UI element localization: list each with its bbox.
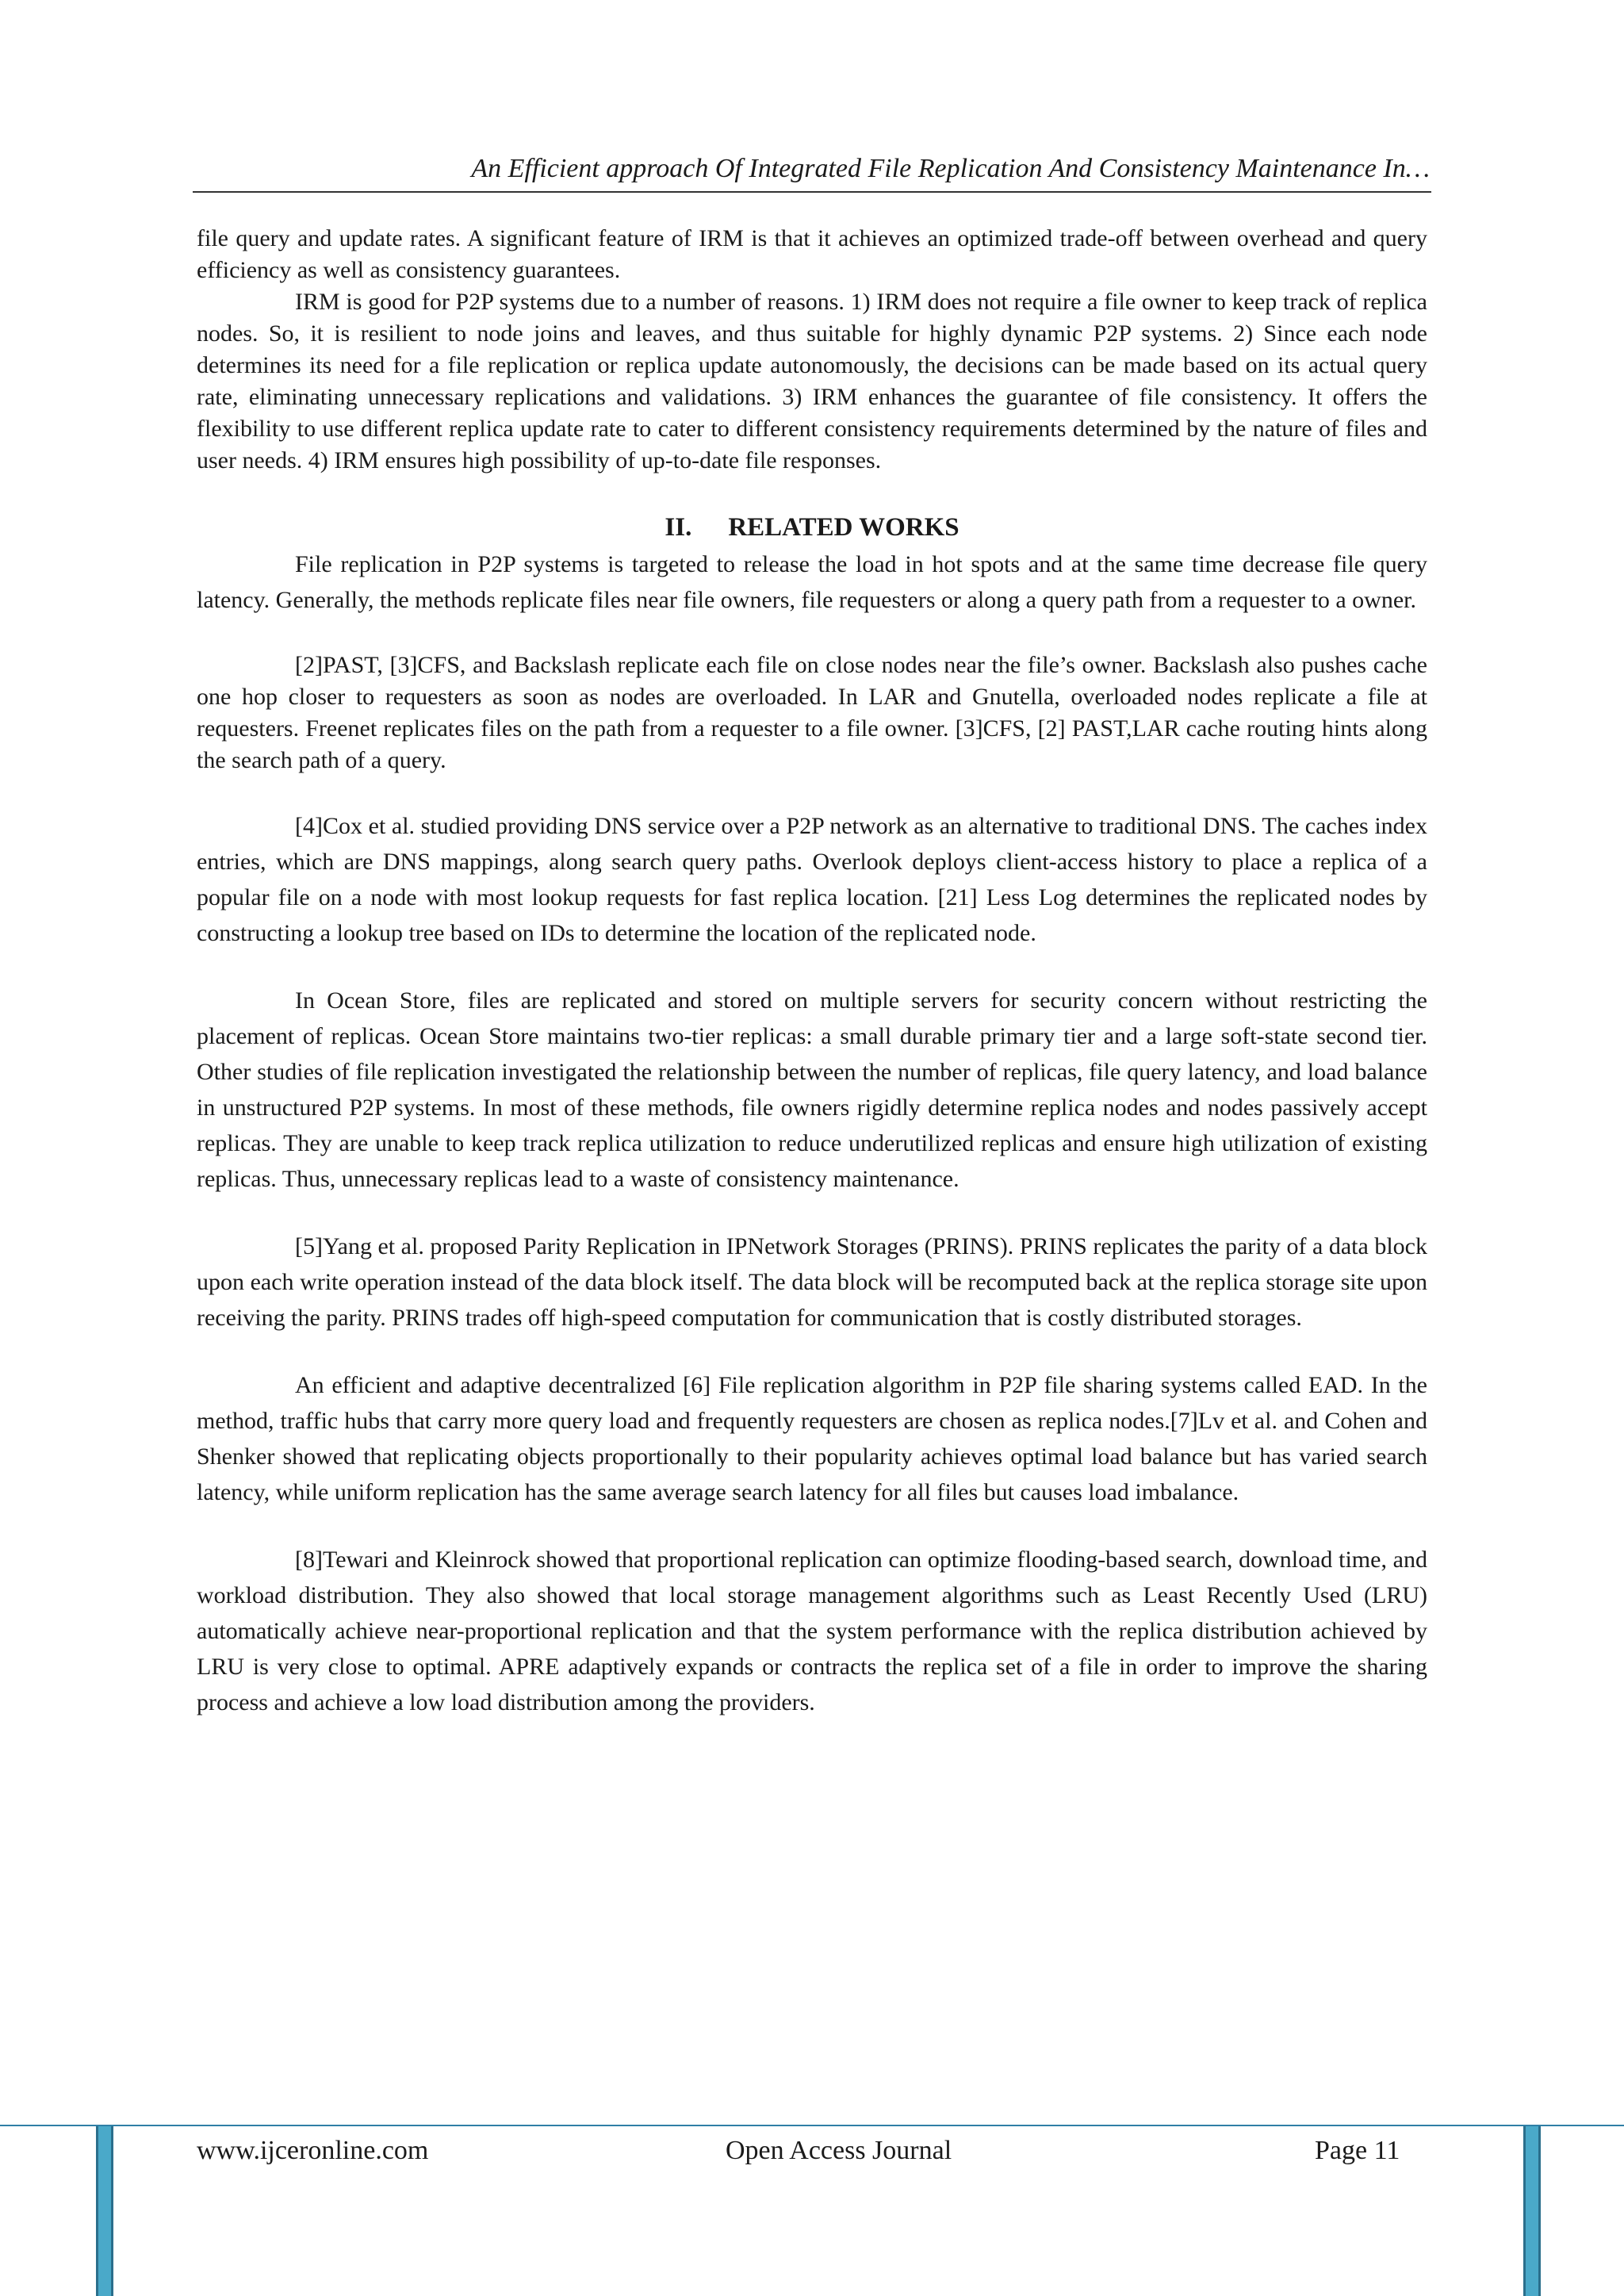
footer-left-bar: [96, 2126, 113, 2296]
footer-page-number: Page 11: [1315, 2136, 1400, 2165]
section-number: II.: [665, 513, 692, 542]
running-header-title: An Efficient approach Of Integrated File Replication And Consistency Maintenance In…: [471, 154, 1430, 183]
paragraph-irm-benefits: IRM is good for P2P systems due to a number of reasons. 1) IRM does not require a file owner to keep track of replica nodes. So, it is resilient to node joins and leaves, and thus suitable for highly dynamic P2P systems. 2) Since each node determines its need for a file replication or replica update autonomously, the decisions can be made based on its actual query rate, eliminating unnecessary replications and validations. 3) IRM enhances the guarantee of file consistency. It offers the flexibility to use different replica update rate to cater to different consistency requirements determined by the nature of files and user needs. 4) IRM ensures high possibility of up-to-date file responses.: [197, 289, 1427, 473]
footer-divider: [0, 2125, 1624, 2126]
footer-journal: Open Access Journal: [726, 2136, 952, 2165]
page-body: [197, 223, 1427, 1720]
paragraph-file-replication: File replication in P2P systems is targeted to release the load in hot spots and at the same time decrease file query latency. Generally, the methods replicate files near file owners, file requesters or along a query path from a requester to a owner.: [197, 551, 1427, 613]
paragraph-tewari: [8]Tewari and Kleinrock showed that proportional replication can optimize flooding-based search, download time, and workload distribution. They also showed that local storage management algorithms such as Least Recently Used (LRU) automatically achieve near-proportional replication and that the system performance with the replica distribution achieved by LRU is very close to optimal. APRE adaptively expands or contracts the replica set of a file in order to improve the sharing process and achieve a low load distribution among the providers.: [197, 1547, 1427, 1715]
section-heading: [197, 510, 1427, 545]
footer-url: www.ijceronline.com: [197, 2136, 429, 2165]
paragraph-prins: [5]Yang et al. proposed Parity Replication in IPNetwork Storages (PRINS). PRINS replicates the parity of a data block upon each write operation instead of the data block itself. The data block will be recomputed back at the replica storage site upon receiving the parity. PRINS trades off high-speed computation for communication that is costly distributed storages.: [197, 1233, 1427, 1331]
footer-right-bar: [1523, 2126, 1541, 2296]
header-divider: [193, 191, 1431, 193]
paragraph-cox-dns: [4]Cox et al. studied providing DNS service over a P2P network as an alternative to traditional DNS. The caches index entries, which are DNS mappings, along search query paths. Overlook deploys client-access history to place a replica of a popular file on a node with most lookup requests for fast replica location. [21] Less Log determines the replicated nodes by constructing a lookup tree based on IDs to determine the location of the replicated node.: [197, 813, 1427, 946]
paragraph-ead: An efficient and adaptive decentralized [6] File replication algorithm in P2P file sharing systems called EAD. In the method, traffic hubs that carry more query load and frequently requesters are chosen as replica nodes.[7]Lv et al. and Cohen and Shenker showed that replicating objects proportionally to their popularity achieves optimal load balance but has varied search latency, while uniform replication has the same average search latency for all files but causes load imbalance.: [197, 1372, 1427, 1505]
section-title: RELATED WORKS: [728, 513, 959, 542]
paragraph-continuation: file query and update rates. A significant feature of IRM is that it achieves an optimized trade-off between overhead and query efficiency as well as consistency guarantees.: [197, 225, 1427, 283]
paragraph-past-cfs: [2]PAST, [3]CFS, and Backslash replicate each file on close nodes near the file’s owner. Backslash also pushes cache one hop closer to requesters as soon as nodes are overloaded. In LAR and Gnutella, overloaded nodes replicate a file at requesters. Freenet replicates files on the path from a requester to a file owner. [3]CFS, [2] PAST,LAR cache routing hints along the search path of a query.: [197, 652, 1427, 773]
paragraph-ocean-store: In Ocean Store, files are replicated and stored on multiple servers for security concern without restricting the placement of replicas. Ocean Store maintains two-tier replicas: a small durable primary tier and a large soft-state second tier. Other studies of file replication investigated the relationship between the number of replicas, file query latency, and load balance in unstructured P2P systems. In most of these methods, file owners rigidly determine replica nodes and nodes passively accept replicas. They are unable to keep track replica utilization to reduce underutilized replicas and ensure high utilization of existing replicas. Thus, unnecessary replicas lead to a waste of consistency maintenance.: [197, 987, 1427, 1192]
